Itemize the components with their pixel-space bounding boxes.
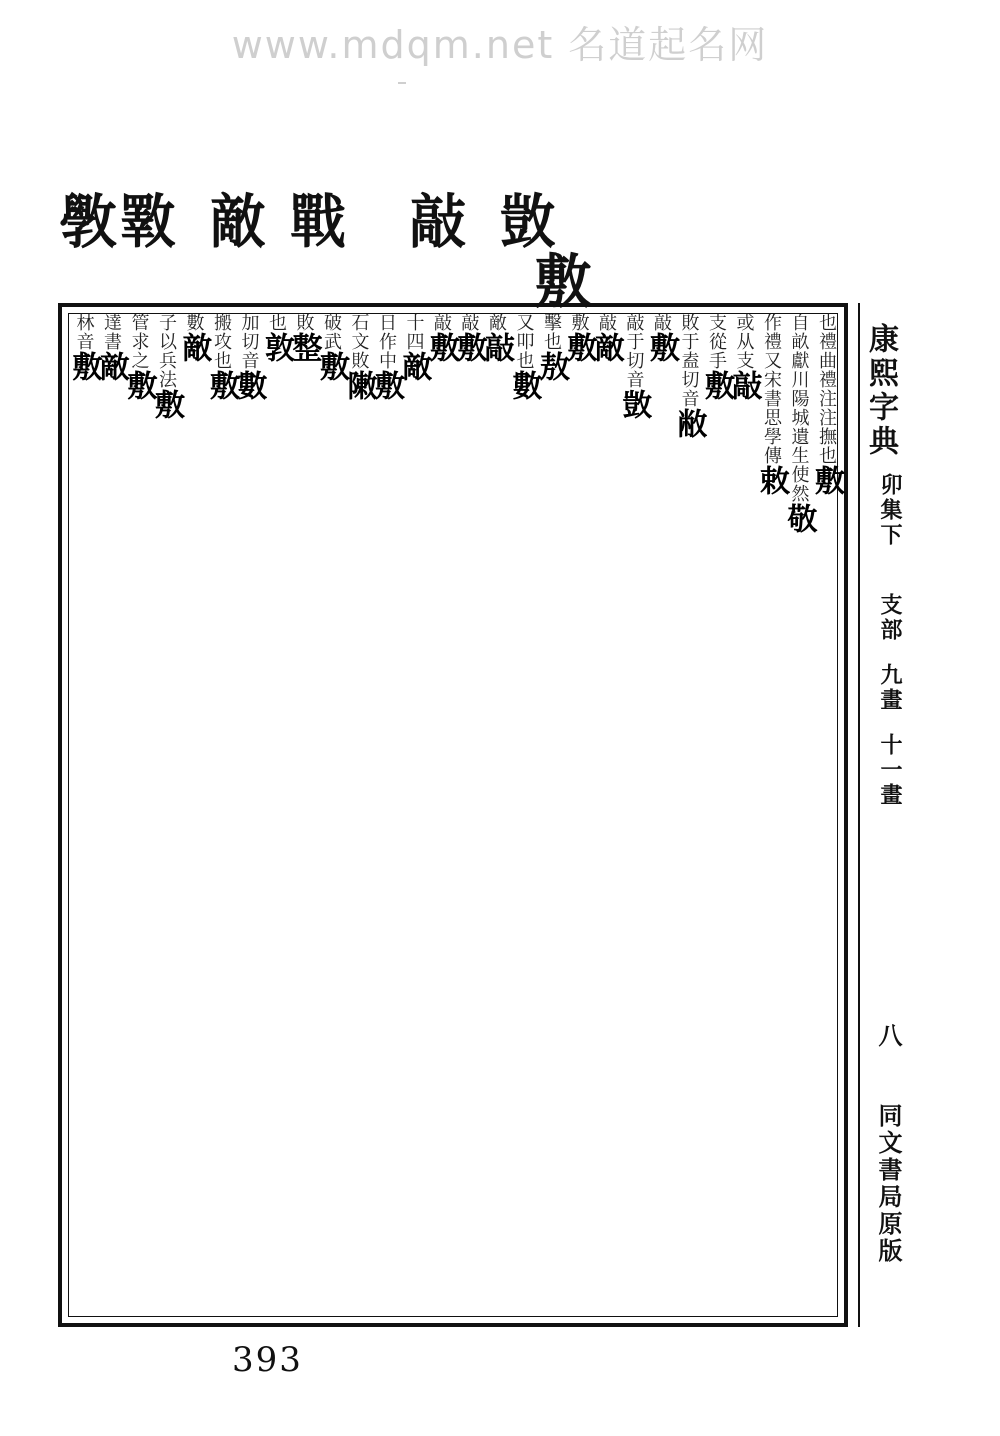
column-text: 搬攻也	[211, 313, 232, 370]
headword: 敵	[589, 332, 624, 363]
text-column	[396, 313, 432, 1317]
headword: 整	[286, 332, 322, 363]
seal-glyph: 斁	[120, 187, 176, 257]
headword: 敲	[479, 332, 514, 363]
column-text: 敗	[293, 313, 315, 332]
headword: 敷	[451, 332, 487, 363]
text-column	[258, 313, 294, 1317]
headword: 敦	[259, 332, 294, 363]
text-column	[698, 313, 734, 1317]
text-column	[671, 313, 707, 1317]
column-text: 也	[266, 313, 287, 332]
column-text: 數	[183, 313, 205, 332]
headword: 敬	[781, 503, 817, 534]
headword: 敲	[726, 370, 762, 401]
text-column	[93, 313, 129, 1317]
text-column	[148, 313, 184, 1317]
column-text: 達書	[101, 313, 122, 351]
text-column	[341, 313, 377, 1317]
column-text: 林音	[73, 313, 95, 351]
column-text: 敲	[431, 313, 452, 332]
column-text: 敲	[458, 313, 480, 332]
headword: 敷	[699, 370, 734, 401]
text-column	[561, 313, 597, 1317]
page-header	[852, 303, 903, 1327]
text-column	[478, 313, 514, 1317]
text-column	[423, 313, 459, 1317]
column-text: 敲	[651, 313, 672, 332]
seal-glyph: 戰	[290, 187, 346, 257]
text-column	[533, 313, 569, 1317]
headword: 敶	[341, 370, 377, 401]
column-text: 自畝獻川陽城遺生使然	[788, 313, 810, 503]
headword: 敷	[644, 332, 679, 363]
headword: 敳	[616, 389, 652, 420]
headword: 敷	[314, 351, 349, 382]
column-text: 管求之	[128, 313, 150, 370]
column-text: 子以兵法	[156, 313, 177, 389]
text-column	[66, 313, 102, 1317]
text-column	[616, 313, 652, 1317]
seal-glyph: 敵	[210, 187, 266, 257]
headword: 敵	[94, 351, 129, 382]
text-column	[231, 313, 267, 1317]
text-column	[781, 313, 817, 1317]
book-title: 康熙字典	[863, 323, 898, 459]
strokes-nine-label: 九畫	[877, 663, 903, 713]
column-text: 擊也	[541, 313, 562, 351]
text-column	[176, 313, 212, 1317]
text-column	[121, 313, 157, 1317]
column-text: 敲	[596, 313, 617, 332]
headword: 敵	[176, 332, 212, 363]
headword: 敖	[534, 351, 569, 382]
headword: 敷	[121, 370, 157, 401]
headword: 數	[231, 370, 267, 401]
column-text: 支從手	[706, 313, 727, 370]
text-column	[313, 313, 349, 1317]
text-column	[203, 313, 239, 1317]
seal-script-heading	[60, 178, 620, 317]
column-text: 敗于盍切音	[678, 313, 700, 408]
column-text: 或从支	[733, 313, 755, 370]
seal-glyph: 敳	[500, 187, 556, 257]
column-text: 敷	[568, 313, 590, 332]
column-text: 破武	[321, 313, 342, 351]
headword: 數	[506, 370, 542, 401]
publisher-label: 同文書局原版	[874, 1103, 903, 1265]
text-column	[368, 313, 404, 1317]
headword: 敷	[424, 332, 459, 363]
text-column	[643, 313, 679, 1317]
column-text: 作禮又宋書思學傳	[761, 313, 782, 465]
watermark: www.mdqm.net 名道起名网	[231, 23, 769, 67]
headword: 敵	[396, 351, 432, 382]
dictionary-page-frame	[58, 303, 848, 1327]
column-text: 敵	[486, 313, 507, 332]
seal-glyph: 敷	[535, 247, 591, 317]
volume-mark: 八	[874, 1023, 903, 1050]
headword: 敕	[754, 465, 789, 496]
collection-label: 卯集下	[877, 473, 903, 548]
watermark-divider	[398, 82, 406, 84]
headword: 敷	[66, 351, 102, 382]
column-text: 加切音	[238, 313, 260, 370]
text-column	[506, 313, 542, 1317]
headword: 敷	[809, 465, 844, 496]
text-column	[808, 313, 844, 1317]
text-column	[588, 313, 624, 1317]
headword: 敝	[671, 408, 707, 439]
seal-glyph: 敲	[410, 187, 466, 257]
headword: 敷	[204, 370, 239, 401]
text-column	[451, 313, 487, 1317]
text-column	[726, 313, 762, 1317]
text-column	[753, 313, 789, 1317]
headword: 敷	[149, 389, 184, 420]
column-text: 也禮曲禮注注撫也	[816, 313, 837, 465]
strokes-eleven-label: 十一畫	[877, 733, 903, 808]
text-column	[286, 313, 322, 1317]
headword: 敷	[369, 370, 404, 401]
seal-glyph: 斆	[60, 187, 116, 257]
column-text: 又叩也	[513, 313, 535, 370]
column-text: 日作中	[376, 313, 397, 370]
page-number: 393	[232, 1340, 303, 1380]
column-text: 十四	[403, 313, 425, 351]
column-text: 石文敗	[348, 313, 370, 370]
radical-label: 支部	[877, 593, 903, 643]
column-text: 敲于切音	[623, 313, 645, 389]
headword: 敷	[561, 332, 597, 363]
